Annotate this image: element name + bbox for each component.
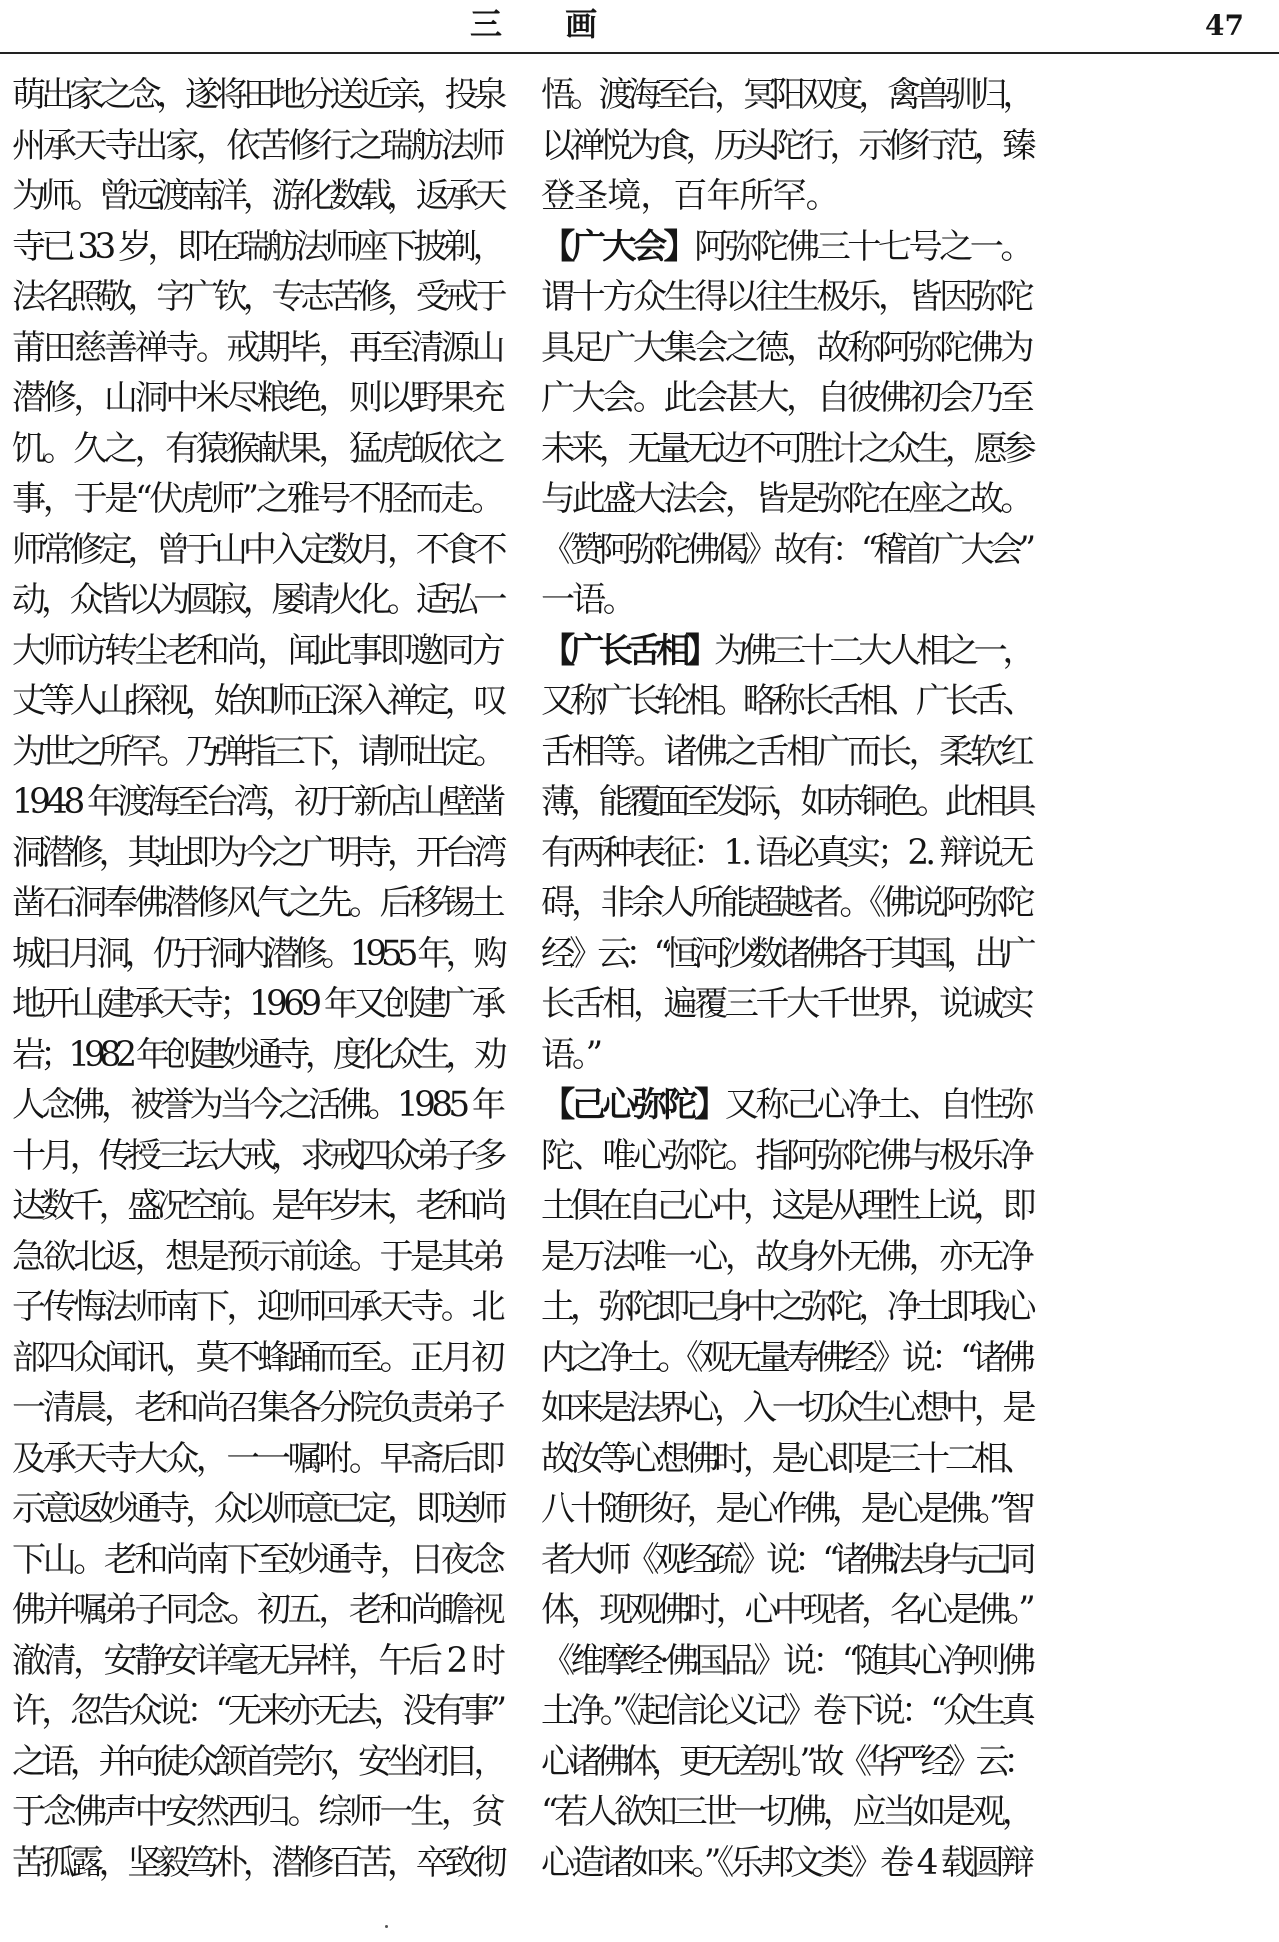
text-line: 薄，能覆面至发际，如赤铜色。此相具: [541, 782, 1032, 822]
text-line: 急欲北返，想是预示前途。于是其弟: [12, 1236, 503, 1277]
left-column: [12, 70, 512, 1888]
text-line: 寺已 33 岁，即在瑞舫法师座下披剃，: [12, 226, 503, 267]
text-line: 地开山建承天寺；1969 年又创建广承: [12, 984, 502, 1024]
text-line: 内之净土。《观无量寿佛经》说：“诸佛: [541, 1337, 1031, 1378]
text-line: 八十随形好，是心作佛，是心是佛。”智: [541, 1489, 1031, 1529]
text-line: 一清晨，老和尚召集各分院负责弟子: [12, 1388, 503, 1428]
text-line: 凿石洞奉佛潜修风气之先。后移锡土: [12, 883, 503, 923]
text-line: 长舌相，遍覆三千大千世界，说诚实: [541, 984, 1032, 1024]
text-line: 心造诸如来。”《乐邦文类》卷 4 载圆辩: [541, 1842, 1031, 1883]
text-line: 大师访转尘老和尚，闻此事即邀同方: [12, 630, 503, 671]
text-line: 于念佛声中安然西归。综师一生，贫: [12, 1792, 503, 1832]
text-line: 陀、唯心弥陀。指阿弥陀佛与极乐净: [541, 1135, 1032, 1176]
entry-text: 阿弥陀佛三十七号之一。: [694, 226, 1032, 267]
section-title: 三 画: [470, 5, 624, 43]
text-line: 州承天寺出家，依苦修行之瑞舫法师: [12, 125, 503, 166]
entry-headword: 【己心弥陀】: [541, 1085, 725, 1125]
page-number: 47: [1205, 9, 1244, 42]
text-line: 登圣境，百年所罕。: [541, 176, 839, 216]
header-rule: [0, 52, 1279, 54]
page-header: [0, 0, 1279, 62]
entry-first-line: [541, 222, 1041, 273]
text-line: 与此盛大法会，皆是弥陀在座之故。: [541, 479, 1032, 519]
text-line: 是万法唯一心，故身外无佛，亦无净: [541, 1236, 1032, 1277]
text-line: 故汝等心想佛时，是心即是三十二相、: [541, 1438, 1032, 1479]
text-line: 下山。老和尚南下至妙通寺，日夜念: [12, 1539, 503, 1580]
entry-headword: 【广长舌相】: [541, 630, 715, 671]
text-line: 部四众闻讯，莫不蜂踊而至。正月初: [12, 1337, 503, 1378]
text-line: 未来，无量无边不可胜计之众生，愿参: [541, 428, 1032, 469]
text-line: 达数千，盛况空前。是年岁末，老和尚: [12, 1186, 503, 1226]
text-line: 一语。: [541, 580, 634, 620]
print-speck: [385, 1925, 388, 1928]
text-line: 为世之所罕。乃弹指三下，请师出定。: [12, 731, 503, 772]
right-column: [541, 70, 1041, 1888]
entry-headword: 【广大会】: [541, 226, 695, 267]
text-line: 者大师《观经疏》说：“诸佛法身与己同: [541, 1539, 1031, 1580]
text-line: 土净。”《起信论义记》卷下说：“众生真: [541, 1691, 1031, 1731]
text-line: 1948 年渡海至台湾，初于新店山壁凿: [12, 782, 502, 822]
text-line: 事，于是“伏虎师”之雅号不胫而走。: [12, 479, 502, 519]
text-line: 子传悔法师南下，迎师回承天寺。北: [12, 1287, 503, 1327]
entry-text: 为佛三十二大人相之一，: [714, 630, 1032, 671]
text-line: 广大会。此会甚大，自彼佛初会乃至: [541, 378, 1032, 418]
text-line: 法名照敬，字广钦，专志苦修，受戒于: [12, 277, 503, 317]
text-line: 谓十方众生得以往生极乐，皆因弥陀: [541, 277, 1032, 317]
text-line: 有两种表征：1. 语必真实；2. 辩说无: [541, 832, 1031, 873]
text-line: 体，现观佛时，心中现者，名心是佛。”: [541, 1590, 1031, 1630]
text-line: 之语，并向徒众颔首莞尔，安坐闭目，: [12, 1741, 503, 1782]
text-line: 十月，传授三坛大戒，求戒四众弟子多: [12, 1135, 503, 1176]
text-line: 及承天寺大众，一一嘱咐。早斋后即: [12, 1438, 503, 1479]
text-line: 莆田慈善禅寺。戒期毕，再至清源山: [12, 327, 503, 368]
text-line: 经》云：“恒河沙数诸佛各于其国，出广: [541, 933, 1031, 974]
text-line: 舌相等。诸佛之舌相广而长，柔软红: [541, 731, 1032, 772]
text-line: 示意返妙通寺，众以师意已定，即送师: [12, 1489, 503, 1529]
text-line: “若人欲知三世一切佛，应当如是观，: [541, 1792, 1032, 1832]
text-line: 丈等人山探视，始知师正深入禅定，叹: [12, 681, 503, 721]
text-line: 苦孤露，坚毅笃朴，潜修百苦，卒致彻: [12, 1842, 503, 1883]
text-line: 许，忽告众说：“无来亦无去，没有事”: [12, 1691, 502, 1731]
text-line: 碍，非余人所能超越者。《佛说阿弥陀: [541, 883, 1032, 923]
text-line: 洞潜修，其址即为今之广明寺，开台湾: [12, 832, 503, 873]
text-line: 悟。渡海至台，冥阳双度，禽兽驯归，: [541, 75, 1032, 115]
text-line: 语。”: [541, 1034, 600, 1075]
text-line: 人念佛，被誉为当今之活佛。1985 年: [12, 1085, 502, 1125]
text-line: 师常修定，曾于山中入定数月，不食不: [12, 529, 503, 570]
text-line: 心诸佛体，更无差别。”故《华严经》云：: [541, 1741, 1031, 1782]
text-line: 动，众皆以为圆寂，屡请火化。适弘一: [12, 580, 503, 620]
text-line: 城日月洞，仍于洞内潜修。1955 年，购: [12, 933, 502, 974]
text-line: 《维摩经·佛国品》说：“随其心净则佛: [541, 1640, 1032, 1681]
text-line: 为师。曾远渡南洋，游化数载，返承天: [12, 176, 503, 216]
entry-first-line: [541, 626, 1041, 677]
text-line: 佛并嘱弟子同念。初五，老和尚瞻视: [12, 1590, 503, 1630]
text-line: 土，弥陀即己身中之弥陀，净土即我心: [541, 1287, 1032, 1327]
text-line: 土俱在自己心中，这是从理性上说，即: [541, 1186, 1032, 1226]
text-line: 饥。久之，有猿猴献果，猛虎皈依之: [12, 428, 503, 469]
entry-first-line: [541, 1080, 1041, 1131]
entry-text: 又称己心净土、自性弥: [724, 1085, 1032, 1125]
text-line: 萌出家之念，遂将田地分送近亲，投泉: [12, 75, 503, 115]
text-line: 如来是法界心，入一切众生心想中，是: [541, 1388, 1032, 1428]
text-line: 潜修，山洞中米尽粮绝，则以野果充: [12, 378, 503, 418]
text-line: 以禅悦为食，历头陀行，示修行范，臻: [541, 125, 1032, 166]
text-line: 又称广长轮相。略称长舌相、广长舌、: [541, 681, 1032, 721]
text-line: 澈清，安静安详毫无异样，午后 2 时: [12, 1640, 503, 1681]
text-line: 具足广大集会之德，故称阿弥陀佛为: [541, 327, 1032, 368]
text-line: 岩；1982 年创建妙通寺，度化众生，劝: [12, 1034, 502, 1075]
text-line: 《赞阿弥陀佛偈》故有：“稽首广大会”: [541, 529, 1031, 570]
